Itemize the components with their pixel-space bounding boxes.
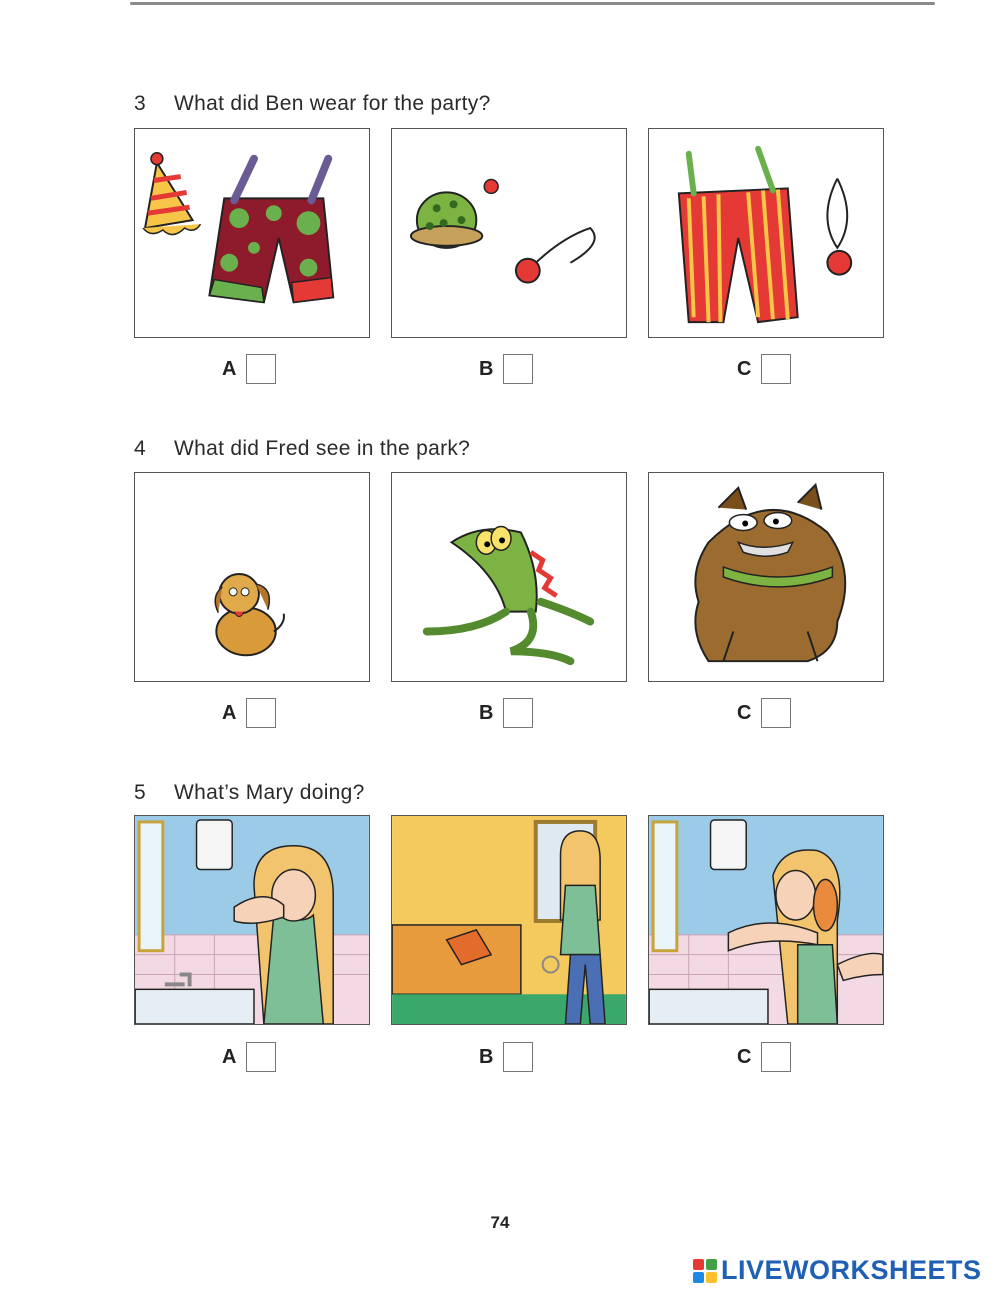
answer-checkbox-4b[interactable]: [503, 698, 533, 728]
option-4b: [479, 698, 533, 728]
option-letter: A: [222, 1045, 237, 1068]
option-letter: C: [737, 701, 752, 724]
picture-5a-girl-washing-face-in-bathroom: [134, 815, 370, 1025]
question-number: 3: [134, 92, 146, 115]
option-5a: [222, 1042, 276, 1072]
option-letter: A: [222, 701, 237, 724]
option-letter: B: [479, 701, 494, 724]
answer-checkbox-3c[interactable]: [761, 354, 791, 384]
question-label: What’s Mary doing?: [174, 781, 365, 804]
answer-checkbox-5a[interactable]: [246, 1042, 276, 1072]
question-number: 4: [134, 437, 146, 460]
option-3c: [737, 354, 791, 384]
option-letter: C: [737, 1045, 752, 1068]
option-letter: A: [222, 357, 237, 380]
question-label: What did Fred see in the park?: [174, 437, 471, 460]
question-5-text: [134, 781, 365, 805]
picture-4b-green-monster: [391, 472, 627, 682]
option-5b: [479, 1042, 533, 1072]
option-5c: [737, 1042, 791, 1072]
picture-3a-clown-hat-and-dotted-dungarees: [134, 128, 370, 338]
option-3a: [222, 354, 276, 384]
option-3b: [479, 354, 533, 384]
picture-4a-small-puppy: [134, 472, 370, 682]
answer-checkbox-3a[interactable]: [246, 354, 276, 384]
option-letter: B: [479, 1045, 494, 1068]
top-rule: [130, 2, 935, 5]
liveworksheets-logo-icon: [693, 1259, 717, 1283]
answer-checkbox-4c[interactable]: [761, 698, 791, 728]
question-number: 5: [134, 781, 146, 804]
question-3-text: [134, 92, 491, 116]
question-label: What did Ben wear for the party?: [174, 92, 491, 115]
picture-3c-striped-trousers-and-clown-nose: [648, 128, 884, 338]
option-letter: C: [737, 357, 752, 380]
picture-3b-hat-and-clown-nose: [391, 128, 627, 338]
answer-checkbox-4a[interactable]: [246, 698, 276, 728]
brand-name: LIVEWORKSHEETS: [721, 1255, 982, 1285]
liveworksheets-brand[interactable]: [693, 1255, 982, 1286]
option-4c: [737, 698, 791, 728]
picture-4c-big-angry-dog: [648, 472, 884, 682]
answer-checkbox-5b[interactable]: [503, 1042, 533, 1072]
answer-checkbox-3b[interactable]: [503, 354, 533, 384]
answer-checkbox-5c[interactable]: [761, 1042, 791, 1072]
option-letter: B: [479, 357, 494, 380]
page-number: 74: [490, 1213, 510, 1232]
option-4a: [222, 698, 276, 728]
picture-5c-girl-brushing-hair-in-bathroom: [648, 815, 884, 1025]
question-4-text: [134, 437, 470, 461]
picture-5b-girl-in-bedroom-by-mirror: [391, 815, 627, 1025]
